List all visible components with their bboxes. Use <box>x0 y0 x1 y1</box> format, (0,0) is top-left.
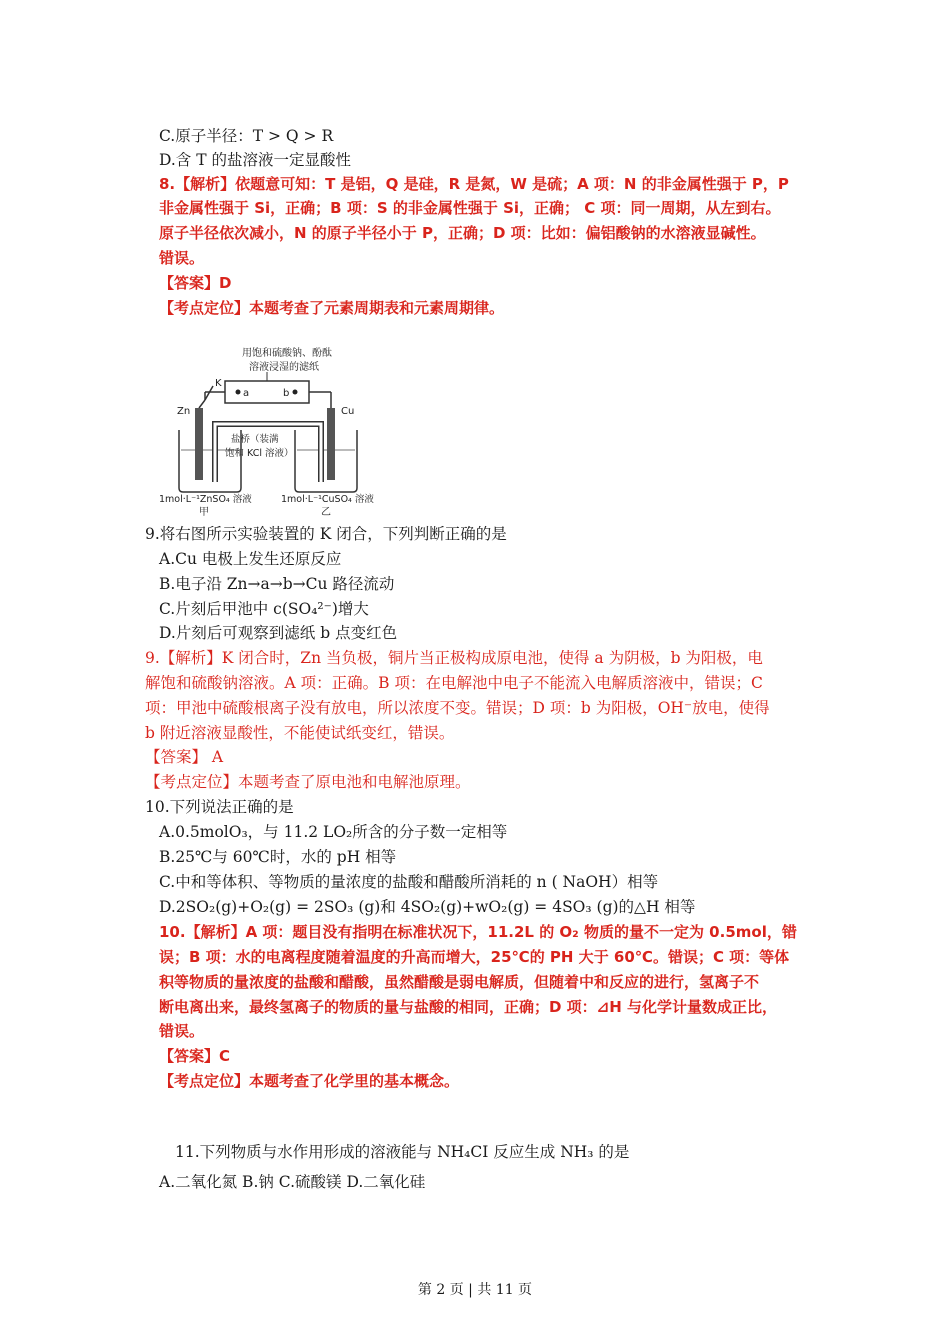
q9-option-a: A.Cu 电极上发生还原反应 <box>159 550 342 568</box>
q8-analysis-line-3: 原子半径依次减小，N 的原子半径小于 P，正确；D 项：比如：偏铝酸钠的水溶液显碱性。 <box>159 224 766 242</box>
q9-option-c: C.片刻后甲池中 c(SO₄²⁻)增大 <box>159 600 369 618</box>
q8-answer: 【答案】D <box>159 274 232 292</box>
left-cell-name: 甲 <box>199 507 209 517</box>
q8-point: 【考点定位】本题考查了元素周期表和元素周期律。 <box>159 299 505 317</box>
q9-answer: 【答案】 A <box>145 748 224 766</box>
q8-option-d: D.含 T 的盐溶液一定显酸性 <box>159 151 351 169</box>
q8-analysis-line-4: 错误。 <box>159 249 205 267</box>
q9-point: 【考点定位】本题考查了原电池和电解池原理。 <box>145 773 471 791</box>
right-beaker <box>295 430 357 492</box>
right-cell-name: 乙 <box>321 507 331 517</box>
salt-bridge-label-1: 盐桥（装满 <box>231 434 279 445</box>
switch-k-label: K <box>215 378 222 389</box>
salt-bridge-label-2: 饱和 KCl 溶液） <box>225 448 294 459</box>
q10-option-b: B.25℃与 60℃时，水的 pH 相等 <box>159 848 397 866</box>
q10-option-d: D.2SO₂(g)+O₂(g) = 2SO₃ (g)和 4SO₂(g)+wO₂(g) = 4SO₃ (g)的△H 相等 <box>159 898 696 916</box>
q10-analysis-line-1: 10.【解析】A 项：题目没有指明在标准状况下，11.2L 的 O₂ 物质的量不一定为 0.5mol，错 <box>159 923 797 941</box>
q10-analysis-line-5: 错误。 <box>159 1022 205 1040</box>
figure-top-label-2: 溶液浸湿的滤纸 <box>249 362 319 373</box>
q10-analysis-line-2: 误；B 项：水的电离程度随着温度的升高而增大，25℃的 PH 大于 60℃。错误；C 项：等体 <box>159 948 790 966</box>
q9-analysis-line-2: 解饱和硫酸钠溶液。A 项：正确。B 项：在电解池中电子不能流入电解质溶液中，错误；C <box>145 674 763 692</box>
q10-answer: 【答案】C <box>159 1047 231 1065</box>
q8-analysis-line-2: 非金属性强于 Si，正确；B 项：S 的非金属性强于 Si，正确； C 项：同一周期，从左到右。 <box>159 199 781 217</box>
q10-point: 【考点定位】本题考查了化学里的基本概念。 <box>159 1072 460 1090</box>
left-solution-label: 1mol·L⁻¹ZnSO₄ 溶液 <box>159 494 252 505</box>
q10-option-a: A.0.5molO₃，与 11.2 LO₂所含的分子数一定相等 <box>159 823 508 841</box>
cu-electrode <box>327 408 335 480</box>
q9-analysis-line-3: 项：甲池中硫酸根离子没有放电，所以浓度不变。错误；D 项：b 为阳极，OH⁻放电，使得 <box>145 699 770 717</box>
q10-option-c: C.中和等体积、等物质的量浓度的盐酸和醋酸所消耗的 n ( NaOH）相等 <box>159 873 659 891</box>
q9-analysis-line-1: 9.【解析】K 闭合时，Zn 当负极，铜片当正极构成原电池，使得 a 为阴极，b 为阳极，电 <box>145 649 763 667</box>
zn-label: Zn <box>177 406 191 417</box>
cu-label: Cu <box>341 406 355 417</box>
q10-analysis-line-4: 断电离出来，最终氢离子的物质的量与盐酸的相同，正确；D 项：⊿H 与化学计量数成正比， <box>159 998 778 1016</box>
q10-stem: 10.下列说法正确的是 <box>145 798 294 816</box>
page-footer: 第 2 页 | 共 11 页 <box>417 1282 533 1298</box>
q9-option-b: B.电子沿 Zn→a→b→Cu 路径流动 <box>159 575 395 593</box>
q9-stem: 9.将右图所示实验装置的 K 闭合，下列判断正确的是 <box>145 525 507 543</box>
zn-electrode <box>195 408 203 480</box>
q11-stem: 11.下列物质与水作用形成的溶液能与 NH₄CI 反应生成 NH₃ 的是 <box>175 1143 630 1161</box>
figure-top-label-1: 用饱和硫酸钠、酚酞 <box>242 348 332 359</box>
q11-options: A.二氧化氮 B.钠 C.硫酸镁 D.二氧化硅 <box>159 1173 426 1191</box>
point-a-label: a <box>243 388 250 399</box>
point-b-label: b <box>283 388 290 399</box>
q10-analysis-line-3: 积等物质的量浓度的盐酸和醋酸，虽然醋酸是弱电解质，但随着中和反应的进行，氢离子不 <box>159 973 760 991</box>
q8-analysis-line-1: 8.【解析】依题意可知：T 是铝，Q 是硅，R 是氮，W 是硫；A 项：N 的非金属性强于 P，P <box>159 175 789 193</box>
q8-option-c: C.原子半径：T > Q > R <box>159 127 334 145</box>
apparatus-diagram <box>145 342 380 517</box>
q9-analysis-line-4: b 附近溶液显酸性，不能使试纸变红，错误。 <box>145 724 455 742</box>
right-solution-label: 1mol·L⁻¹CuSO₄ 溶液 <box>281 494 374 505</box>
q9-option-d: D.片刻后可观察到滤纸 b 点变红色 <box>159 624 398 642</box>
